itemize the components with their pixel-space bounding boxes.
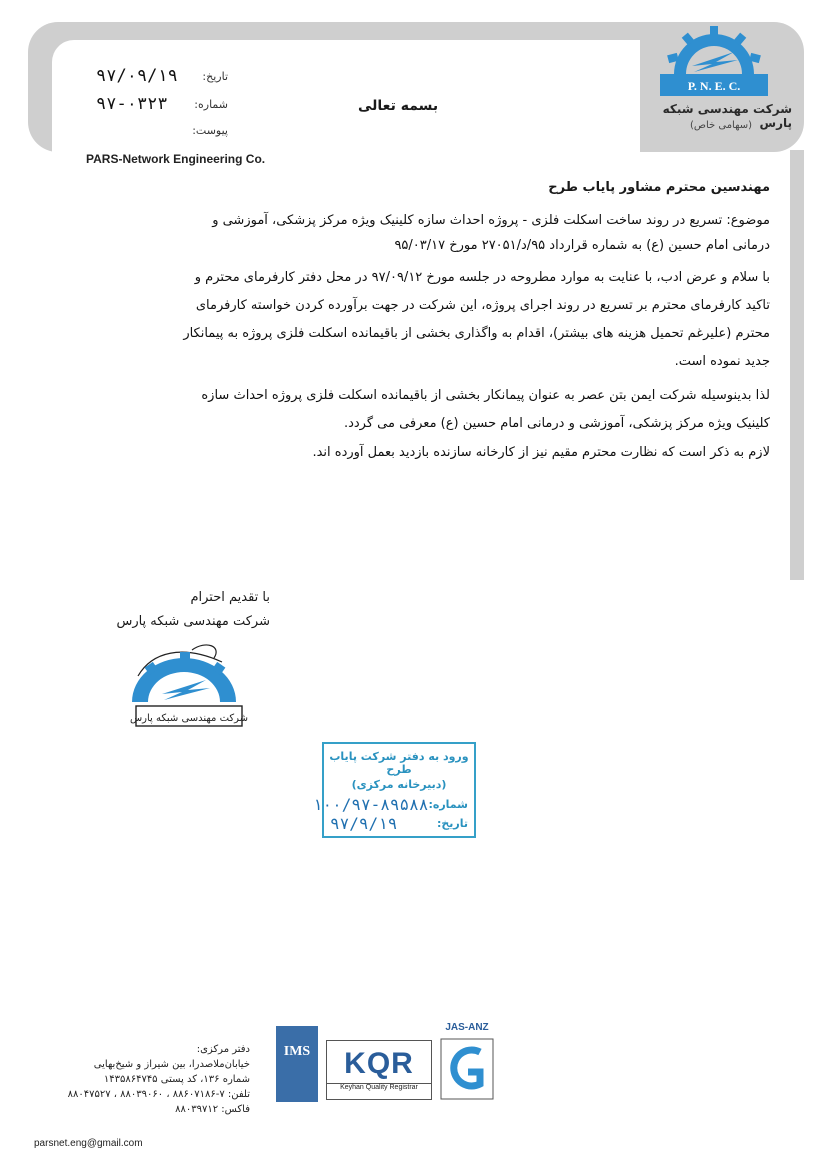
basmala: بسمه تعالی [358, 98, 439, 114]
paragraph-line: تاکید کارفرمای محترم بر تسریع در روند اجرای پروژه، این شرکت در جهت برآورده کردن خواسته کارفرمای [195, 298, 770, 313]
stamp-title: ورود به دفتر شرکت پایاب طرح [329, 750, 469, 776]
date-value: ۹۷/۰۹/۱۹ [96, 66, 178, 86]
kqr-cert-text: KQR [344, 1047, 414, 1080]
fax-number: فاکس: ۸۸۰۳۹۷۱۲ [175, 1104, 250, 1115]
paragraph-1 [80, 264, 770, 376]
attachment-label: پیوست: [192, 124, 228, 137]
phone-numbers: تلفن: ۷-۸۸۶۰۷۱۸۶ ، ۸۸۰۳۹۰۶۰ ، ۸۸۰۴۷۵۲۷ [67, 1089, 250, 1100]
stamp-number-label: شماره: [428, 798, 468, 811]
address-line-1: خیابان‌ملاصدرا، بین شیراز و شیخ‌بهایی [93, 1059, 250, 1070]
subject-line: موضوع: تسریع در روند ساخت اسکلت فلزی - پروژه احداث سازه کلینیک ویژه مرکز پزشکی، آموزشی و [212, 213, 770, 228]
paragraph-line: لذا بدینوسیله شرکت ایمن بتن عصر به عنوان پیمانکار بخشی از باقیمانده اسکلت فلزی پروژه احداث سازه [201, 388, 770, 403]
footer-address [40, 1042, 250, 1117]
kqr-cert-subtitle: Keyhan Quality Registrar [327, 1083, 431, 1091]
closing-regards: با تقدیم احترام [190, 590, 270, 605]
paragraph-line: با سلام و عرض ادب، با عنایت به موارد مطروحه در جلسه مورخ ۹۷/۰۹/۱۲ در محل دفتر کارفرمای محترم و [194, 270, 770, 285]
paragraph-line: کلینیک ویژه مرکز پزشکی، آموزشی و درمانی امام حسین (ع) معرفی می گردد. [343, 416, 770, 431]
seal-text: شرکت مهندسی شبکه پارس [129, 713, 249, 724]
paragraph-3 [80, 440, 770, 465]
jas-anz-cert-icon [440, 1038, 494, 1100]
ims-cert-text: IMS [283, 1044, 311, 1059]
stamp-subtitle: (دبیرخانه مرکزی) [351, 778, 447, 791]
company-name-persian: شرکت مهندسی شبکه پارس [662, 102, 792, 130]
paragraph-line: لازم به ذکر است که نظارت محترم مقیم نیز از کارخانه سازنده بازدید بعمل آورده اند. [312, 445, 770, 460]
paragraph-line: جدید نموده است. [674, 354, 770, 369]
closing-company: شرکت مهندسی شبکه پارس [116, 614, 270, 629]
paragraph-line: محترم (علیرغم تحمیل هزینه های بیشتر)، اقدام به واگذاری بخشی از باقیمانده اسکلت فلزی پروژه به پیمانکار [183, 326, 770, 341]
frame-side-bar [790, 160, 804, 580]
company-seal-icon [122, 632, 254, 732]
company-type: (سهامی خاص) [689, 120, 752, 131]
company-name-english: PARS-Network Engineering Co. [86, 152, 266, 166]
pnec-logo-icon [654, 22, 774, 102]
ims-cert-logo [276, 1026, 318, 1102]
footer-email: parsnet.eng@gmail.com [34, 1138, 143, 1149]
jas-anz-label: JAS-ANZ [445, 1022, 489, 1033]
subject [80, 208, 770, 258]
paragraph-2 [80, 382, 770, 438]
registry-stamp [312, 742, 476, 838]
number-value: ۹۷-۰۳۲۳ [96, 94, 168, 114]
stamp-date-label: تاریخ: [436, 817, 468, 830]
date-label: تاریخ: [202, 70, 228, 83]
stamp-number-value: ۱۰۰/۹۷-۸۹۵۸۸ [312, 795, 429, 814]
stamp-date-value: ۹۷/۹/۱۹ [330, 814, 398, 833]
recipient: مهندسین محترم مشاور پایاب طرح [548, 180, 770, 195]
subject-line: درمانی امام حسین (ع) به شماره قرارداد ۹۵/د/۲۷۰۵۱ مورخ ۹۵/۰۳/۱۷ [394, 238, 770, 253]
logo-text: P. N. E. C. [687, 79, 741, 93]
address-line-2: شماره ۱۳۶، کد پستی ۱۴۳۵۸۶۴۷۴۵ [103, 1074, 250, 1085]
office-label: دفتر مرکزی: [196, 1044, 250, 1055]
kqr-cert-logo [326, 1040, 432, 1100]
number-label: شماره: [194, 98, 228, 111]
